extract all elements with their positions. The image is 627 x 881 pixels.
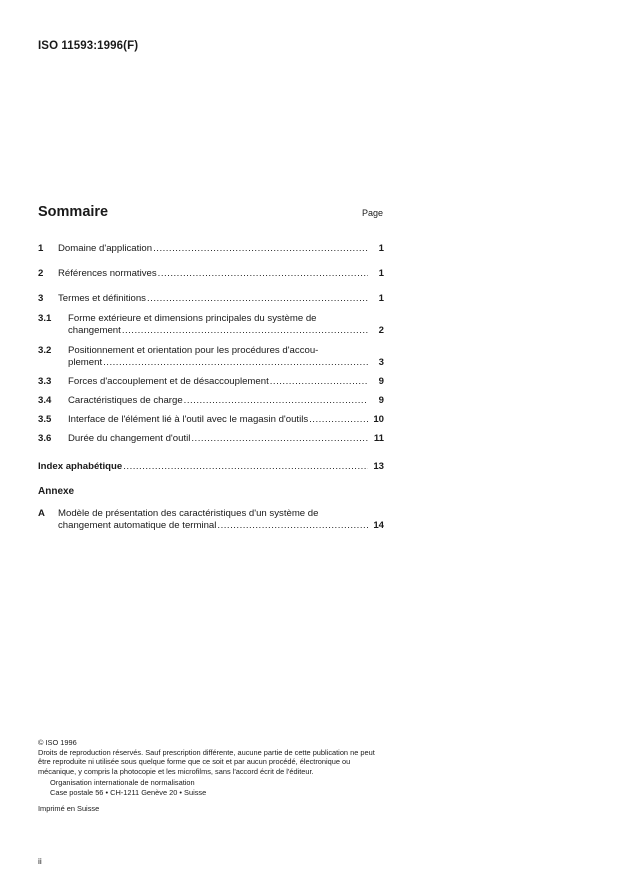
- toc-entry-page: 13: [373, 461, 384, 472]
- printed-in: Imprimé en Suisse: [38, 803, 100, 813]
- toc-annex-letter: A: [38, 508, 45, 519]
- toc-entry-page: 11: [373, 433, 384, 444]
- toc-entry-page: 9: [378, 376, 384, 387]
- toc-entry-number: 3.6: [38, 433, 52, 444]
- toc-entry-page: 9: [378, 395, 384, 406]
- toc-entry-page: 1: [378, 243, 384, 254]
- organization-address: Case postale 56 • CH-1211 Genève 20 • Suisse: [50, 787, 207, 797]
- document-code: ISO 11593:1996(F): [38, 40, 139, 52]
- toc-entry-title: Interface de l'élément lié à l'outil avec le magasin d'outils: [68, 414, 309, 425]
- copyright-notice: [38, 738, 384, 813]
- toc-entry-number: 3.1: [38, 313, 52, 324]
- toc-entry-number: 3.5: [38, 414, 52, 425]
- toc-entry-title: Durée du changement d'outil: [68, 433, 191, 444]
- toc-entry-title: Positionnement et orientation pour les procédures d'accou-: [68, 345, 319, 356]
- toc-title: Sommaire: [38, 204, 109, 220]
- rights-statement: Droits de reproduction réservés. Sauf prescription différente, aucune partie de cette publication ne peut être reproduite ni utilisée sous quelque forme que ce soit et par aucun procédé, électronique ou mécanique, y compris la photocopie et les microfilms, sans l'accord écrit de l'éditeur.: [38, 747, 375, 776]
- organization-name: Organisation internationale de normalisation: [50, 778, 195, 788]
- toc-entry-page: 2: [378, 325, 384, 336]
- toc-entry-page: 3: [378, 357, 384, 368]
- toc-entry-title-continued: changement automatique de terminal: [58, 520, 217, 531]
- toc-entry-title: Caractéristiques de charge: [68, 395, 183, 406]
- toc-entry-number: 3.2: [38, 345, 52, 356]
- annex-heading: Annexe: [38, 486, 75, 497]
- toc-entry-number: 2: [38, 268, 44, 279]
- toc-entry-page: 1: [378, 293, 384, 304]
- toc-entry-title-continued: plement: [68, 357, 103, 368]
- toc-entry-page: 1: [378, 268, 384, 279]
- copyright-line: © ISO 1996: [38, 738, 77, 747]
- toc-entry-title: Forme extérieure et dimensions principales du système de: [68, 313, 317, 324]
- toc-entry-number: 3.3: [38, 376, 52, 387]
- toc-entry-title-continued: changement: [68, 325, 121, 336]
- toc-entry-title: Références normatives: [58, 268, 157, 279]
- toc-entry-title: Forces d'accouplement et de désaccouplement: [68, 376, 269, 387]
- toc-entry-title: Modèle de présentation des caractéristiques d'un système de: [58, 508, 319, 519]
- page-number: ii: [38, 856, 42, 866]
- toc-entry-number: 3: [38, 293, 44, 304]
- toc-entry-page: 10: [373, 414, 384, 425]
- toc-entry-title: Termes et définitions: [58, 293, 146, 304]
- toc-entry-page: 14: [373, 520, 384, 531]
- toc-entry-number: 1: [38, 243, 44, 254]
- toc-page-column-label: Page: [362, 208, 384, 218]
- toc-entry-title: Domaine d'application: [58, 243, 153, 254]
- toc-entry-number: 3.4: [38, 395, 52, 406]
- toc-index-title: Index aphabétique: [38, 461, 123, 472]
